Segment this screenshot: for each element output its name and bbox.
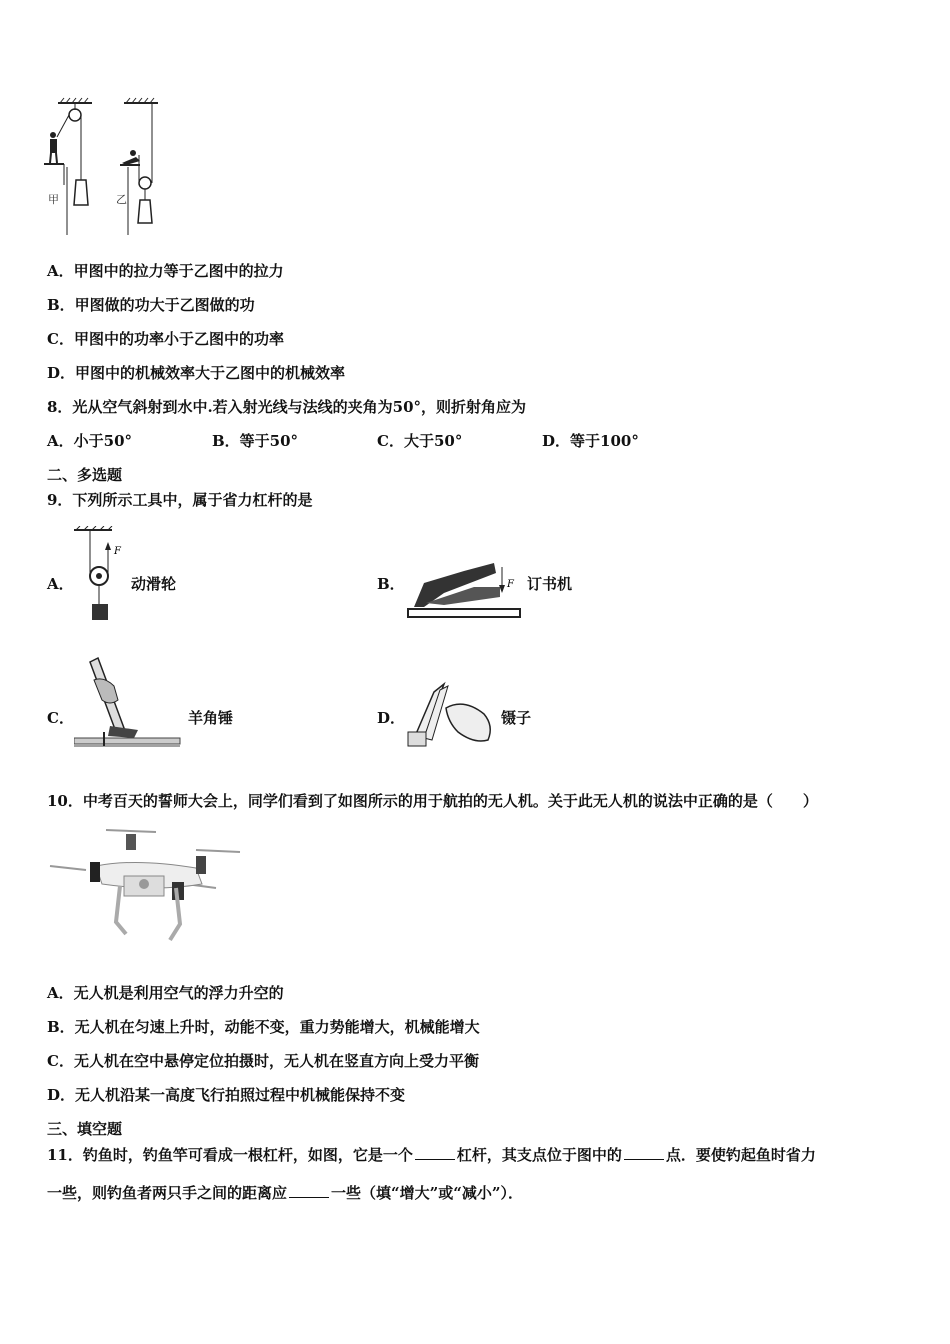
q11-text-4: 一些，则钓鱼者两只手之间的距离应 — [47, 1184, 288, 1202]
q7-option-a: A．甲图中的拉力等于乙图中的拉力 — [47, 262, 284, 280]
q11-text-1: 11．钓鱼时，钓鱼竿可看成一根杠杆，如图，它是一个 — [47, 1146, 413, 1164]
q7-option-b: B．甲图做的功大于乙图做的功 — [47, 296, 255, 314]
section-heading-multiple-choice: 二、多选题 — [47, 466, 123, 484]
q11-text-3: 点．要使钓起鱼时省力 — [665, 1146, 816, 1164]
q9-option-b-name: 订书机 — [527, 575, 573, 593]
label-yi: 乙 — [116, 193, 127, 206]
q9-option-b-letter: B． — [377, 575, 405, 593]
force-label-b: F — [507, 579, 514, 590]
q9-option-c-letter: C． — [47, 709, 74, 727]
q9-option-c-name: 羊角锤 — [188, 709, 234, 727]
tweezers-figure — [404, 678, 496, 754]
movable-pulley-figure — [72, 526, 128, 626]
q8-option-b: B．等于50° — [212, 432, 299, 450]
q10-option-a: A．无人机是利用空气的浮力升空的 — [47, 984, 284, 1002]
q10-option-b: B．无人机在匀速上升时，动能不变，重力势能增大，机械能增大 — [47, 1018, 480, 1036]
force-label-a: F — [114, 546, 121, 557]
q9-option-d-letter: D． — [377, 709, 406, 727]
q9-option-d-name: 镊子 — [501, 709, 532, 727]
section-heading-fill-in: 三、填空题 — [47, 1120, 123, 1138]
q10-option-d: D．无人机沿某一高度飞行拍照过程中机械能保持不变 — [47, 1086, 406, 1104]
q7-option-d: D．甲图中的机械效率大于乙图中的机械效率 — [47, 364, 346, 382]
q11-line-1 — [47, 1145, 816, 1165]
q8-stem: 8．光从空气斜射到水中.若入射光线与法线的夹角为50°，则折射角应为 — [47, 398, 527, 416]
q11-text-2: 杠杆，其支点位于图中的 — [456, 1146, 622, 1164]
q9-option-a-letter: A． — [47, 575, 74, 593]
stapler-figure — [404, 553, 524, 621]
q11-blank-1[interactable] — [415, 1145, 455, 1160]
label-jia: 甲 — [48, 193, 59, 206]
q9-option-a-name: 动滑轮 — [131, 575, 177, 593]
q8-option-d: D．等于100° — [542, 432, 639, 450]
q9-stem: 9．下列所示工具中，属于省力杠杆的是 — [47, 491, 313, 509]
q7-option-c: C．甲图中的功率小于乙图中的功率 — [47, 330, 284, 348]
q8-option-c: C．大于50° — [377, 432, 463, 450]
q10-stem: 10．中考百天的誓师大会上，同学们看到了如图所示的用于航拍的无人机。关于此无人机的说法中正确的是（ ） — [47, 792, 818, 810]
q10-option-c: C．无人机在空中悬停定位拍摄时，无人机在竖直方向上受力平衡 — [47, 1052, 479, 1070]
q11-line-2 — [47, 1183, 523, 1203]
pulley-figure — [40, 95, 180, 240]
claw-hammer-figure — [74, 656, 184, 756]
q11-blank-3[interactable] — [289, 1183, 329, 1198]
drone-figure — [46, 822, 242, 946]
q8-option-a: A．小于50° — [47, 432, 133, 450]
q11-text-5: 一些（填“增大”或“减小”）． — [331, 1184, 524, 1202]
q11-blank-2[interactable] — [624, 1145, 664, 1160]
